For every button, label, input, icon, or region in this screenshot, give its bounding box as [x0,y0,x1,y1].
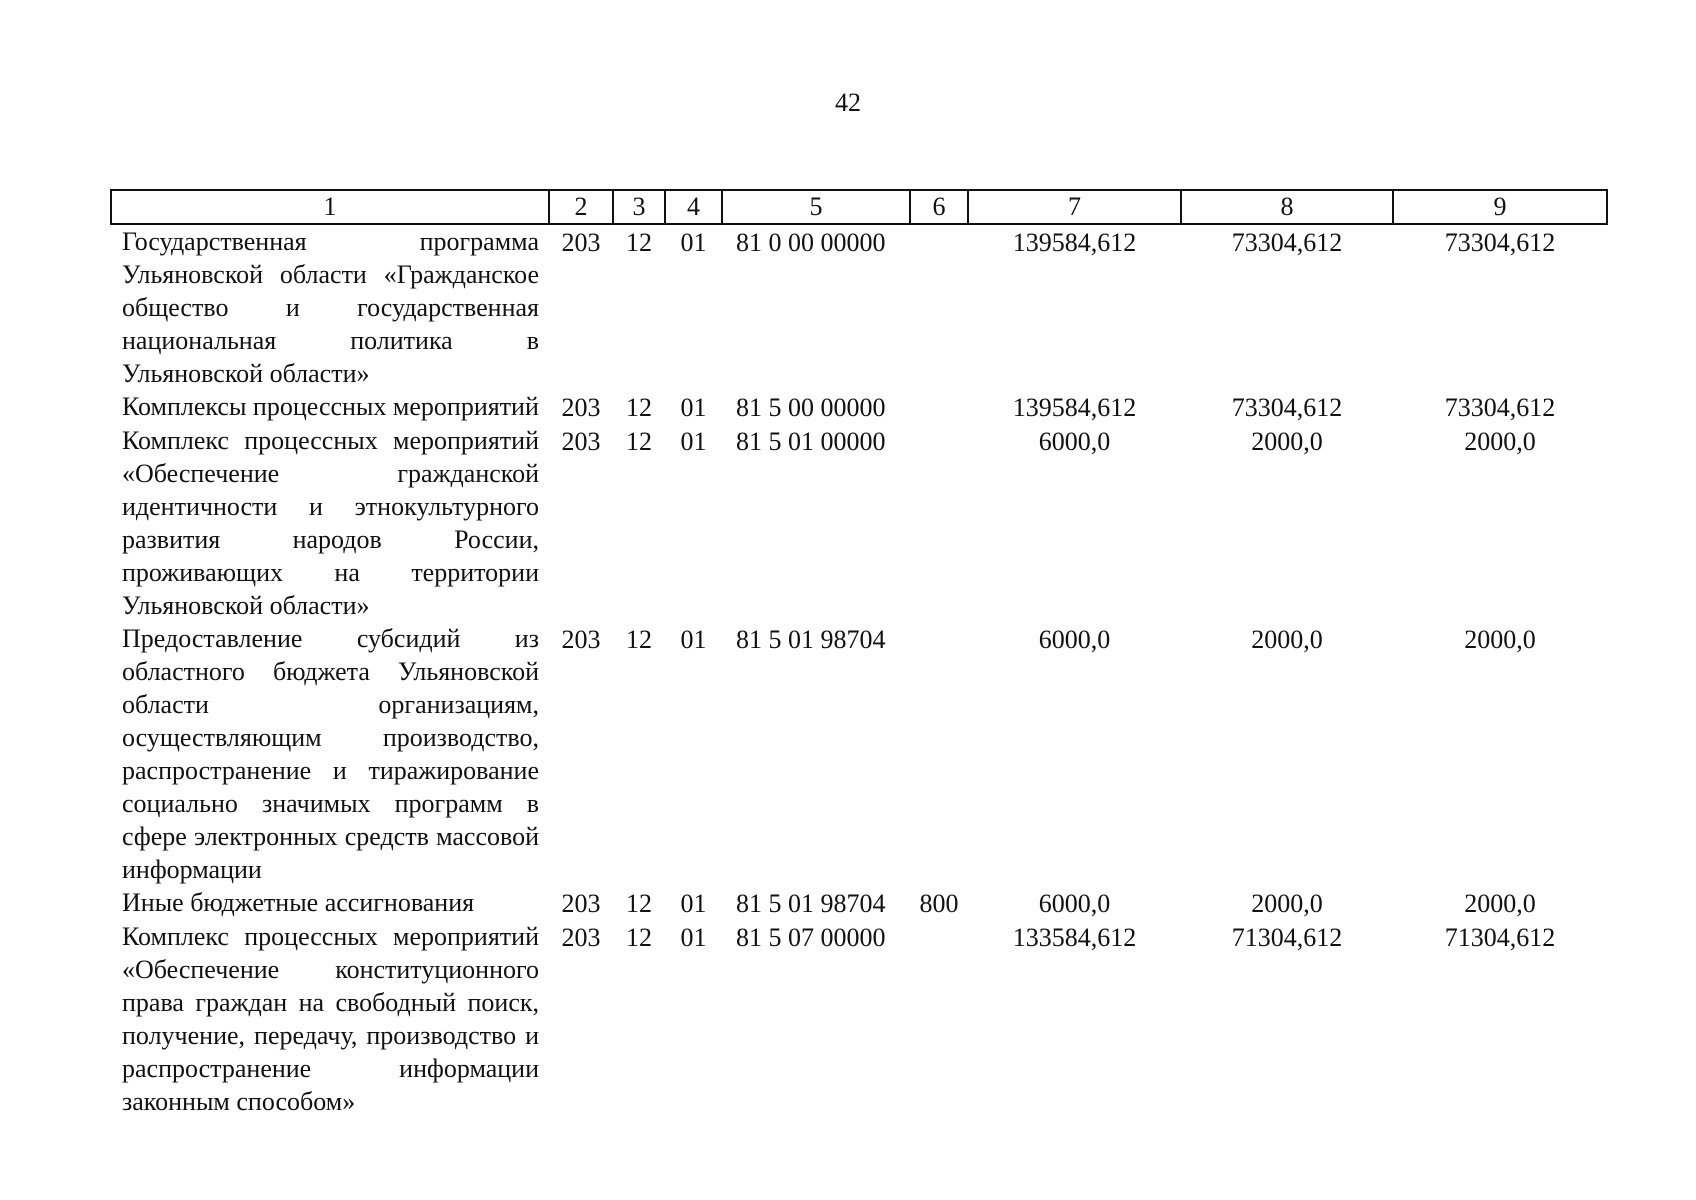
cell-amount-year3: 71304,612 [1444,923,1556,952]
cell-ministry: 203 [561,228,601,257]
cell-expense-type [910,224,968,390]
cell-target-article: 81 5 01 00000 [736,427,886,456]
table-row [111,920,1607,1118]
cell-amount-year1: 6000,0 [1038,427,1111,456]
cell-amount-year2: 2000,0 [1251,625,1323,654]
cell-expense-type: 800 [919,889,959,918]
cell-ministry: 203 [561,889,601,918]
row-name: Государственная программа Ульяновской области «Гражданское общество и государственная национальная политика в Ульяновской области» [122,227,539,388]
cell-expense-type [910,390,968,424]
cell-amount-year3: 73304,612 [1444,393,1556,422]
table-row [111,390,1607,424]
row-name: Комплексы процессных мероприятий [122,392,539,421]
table-row [111,886,1607,920]
cell-amount-year2: 2000,0 [1251,889,1323,918]
cell-amount-year3: 73304,612 [1444,228,1556,257]
cell-amount-year2: 73304,612 [1231,228,1343,257]
column-header: 6 [910,190,968,224]
column-header: 8 [1181,190,1393,224]
cell-target-article: 81 0 00 00000 [736,228,886,257]
cell-subsection: 01 [680,427,707,456]
row-name: Комплекс процессных мероприятий «Обеспечение гражданской идентичности и этнокультурного развития народов России, проживающих на территории Ульяновской области» [122,426,539,620]
page-number: 42 [835,88,861,117]
column-header: 7 [968,190,1181,224]
column-header: 1 [111,190,549,224]
cell-expense-type [910,622,968,886]
column-header: 5 [722,190,910,224]
cell-expense-type [910,920,968,1118]
cell-subsection: 01 [680,923,707,952]
budget-table [110,189,1608,1118]
cell-section: 12 [626,427,652,456]
cell-amount-year2: 2000,0 [1251,427,1323,456]
table-row [111,424,1607,622]
cell-amount-year1: 6000,0 [1038,625,1111,654]
cell-section: 12 [626,889,652,918]
cell-amount-year3: 2000,0 [1464,625,1536,654]
cell-amount-year2: 73304,612 [1231,393,1343,422]
cell-amount-year3: 2000,0 [1464,427,1536,456]
cell-amount-year1: 139584,612 [1012,393,1137,422]
cell-target-article: 81 5 07 00000 [736,923,886,952]
cell-amount-year1: 133584,612 [1012,923,1137,952]
cell-ministry: 203 [561,393,601,422]
cell-amount-year3: 2000,0 [1464,889,1536,918]
row-name: Предоставление субсидий из областного бюджета Ульяновской области организациям, осуществляющим производство, распространение и тиражирование социально значимых программ в сфере электронных средств массовой информации [122,624,539,884]
cell-target-article: 81 5 01 98704 [736,889,886,918]
cell-expense-type [910,424,968,622]
column-header: 9 [1393,190,1607,224]
column-header: 2 [549,190,613,224]
cell-target-article: 81 5 01 98704 [736,625,886,654]
cell-subsection: 01 [680,625,707,654]
column-header: 3 [613,190,665,224]
header-row [111,190,1607,224]
cell-section: 12 [626,625,652,654]
cell-section: 12 [626,228,652,257]
cell-ministry: 203 [561,427,601,456]
table-row [111,224,1607,390]
cell-subsection: 01 [680,393,707,422]
table-row [111,622,1607,886]
cell-ministry: 203 [561,923,601,952]
column-header: 4 [665,190,722,224]
cell-amount-year1: 139584,612 [1012,228,1137,257]
cell-target-article: 81 5 00 00000 [736,393,886,422]
cell-amount-year1: 6000,0 [1038,889,1111,918]
row-name: Комплекс процессных мероприятий «Обеспечение конституционного права граждан на свободный поиск, получение, передачу, производство и распространение информации законным способом» [122,922,539,1116]
cell-subsection: 01 [680,889,707,918]
cell-section: 12 [626,393,652,422]
cell-amount-year2: 71304,612 [1231,923,1343,952]
cell-section: 12 [626,923,652,952]
cell-subsection: 01 [680,228,707,257]
row-name: Иные бюджетные ассигнования [122,888,475,917]
cell-ministry: 203 [561,625,601,654]
